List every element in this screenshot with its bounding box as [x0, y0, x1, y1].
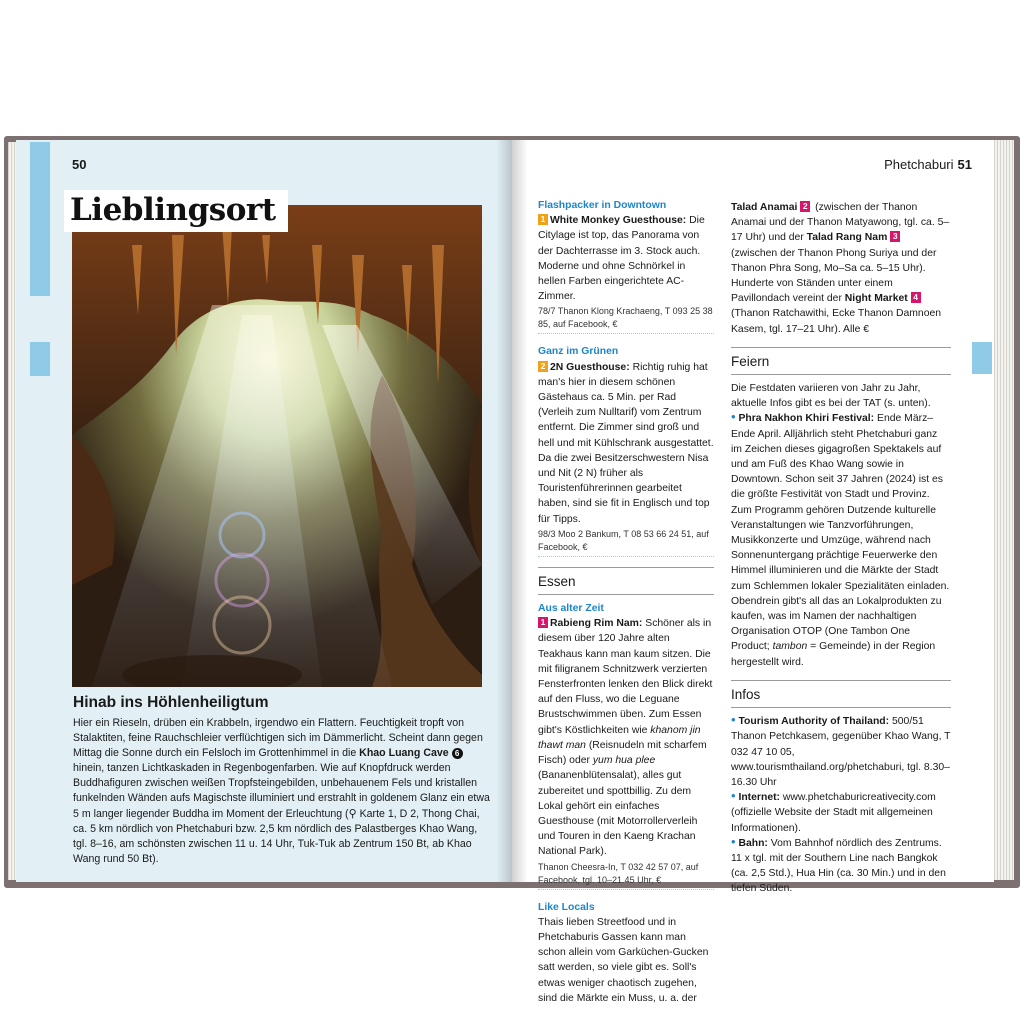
entry-text: Schöner als in diesem über 120 Jahre alten Teakhaus kann man kaum sitzen. Die mit filigranem Schnitzwerk verzierten Fensterfronten lenken den Blick direkt auf den Fluss, wo die Leguane Brustschwimmen üben. Zum Essen gibt's Köstlichkeiten wie [538, 618, 713, 736]
dish-name: khanom jin thawt man [538, 724, 701, 751]
map-number-badge: 6 [452, 748, 463, 759]
food-number-badge: 3 [890, 231, 900, 242]
market-name: Talad Rang Nam [806, 232, 888, 244]
info-entry [731, 790, 951, 836]
entry-like-locals [538, 900, 714, 1006]
running-head [884, 157, 972, 172]
info-name: Bahn: [738, 837, 768, 849]
festival-name: Phra Nakhon Khiri Festival: [738, 413, 875, 425]
section-heading-feiern: Feiern [731, 347, 951, 375]
page-edge-right [992, 140, 1014, 880]
entry-text: (zwischen der Thanon Anamai und der Thanon Matyawong, tgl. ca. 5–17 Uhr) und der [731, 202, 950, 244]
entry-category: Flashpacker in Downtown [538, 200, 667, 211]
info-name: Internet: [738, 792, 781, 804]
bullet-icon: • [731, 409, 736, 425]
bullet-icon: • [731, 833, 736, 849]
food-number-badge: 4 [911, 292, 921, 303]
cave-photo [72, 205, 482, 687]
entry-text: Die Citylage ist top, das Panorama von der Dachterrasse im 3. Stock auch. Moderne und ohne Schnörkel in hellen Farben eingerichtete AC-Zimmer. [538, 215, 705, 303]
entry-address: Thanon Cheesra-In, T 032 42 57 07, auf Facebook, tgl. 10–21.45 Uhr, € [538, 861, 714, 890]
festival-entry [731, 411, 951, 669]
thumb-tab-mid-left [30, 342, 50, 376]
feiern-intro: Die Festdaten variieren von Jahr zu Jahr, aktuelle Infos gibt es bei der TAT (s. unten). [731, 383, 931, 410]
entry-white-monkey [538, 198, 714, 334]
market-name: Night Market [844, 293, 908, 305]
entry-address: 78/7 Thanon Klong Krachaeng, T 093 25 38 85, auf Facebook, € [538, 305, 714, 334]
entry-text: = Gemeinde) in der Region hergestellt wird. [731, 641, 936, 668]
paragraph-text: Karte 1, D 2, Thong Chai, ca. 5 km nördlich von Phetchaburi bzw. 2,5 km nördlich des Palastberges Khao Wang, tgl. 8–16, am schönsten zwischen 11 u. 14 Uhr, Tuk-Tuk ab Zentrum 150 Bt, ab Khao Wang rund 50 Bt). [73, 807, 480, 865]
thumb-tab-top-left [30, 142, 50, 296]
entry-category: Like Locals [538, 901, 595, 913]
bullet-icon: • [731, 712, 736, 728]
left-body [73, 693, 493, 867]
entry-category: Aus alter Zeit [538, 603, 604, 615]
section-heading-infos: Infos [731, 680, 951, 708]
entry-name: 2N Guesthouse: [550, 361, 630, 373]
entry-text: 500/51 Thanon Petchkasem, gegenüber Khao Wang, T 032 47 10 05, www.tourismthailand.org/phetchaburi, tgl. 8.30–16.30 Uhr [731, 716, 951, 788]
paragraph-text: Hier ein Rieseln, drüben ein Krabbeln, irgendwo ein Flattern. Feuchtigkeit tropft von Stalaktiten, feine Rauchschleier verflüchtigen sich im Dämmerlicht. Scheint dann gegen Mittag die Sonne durch ein Felsloch im Grottenhimmel in die [73, 717, 483, 760]
entry-text: Ende März–Ende April. Alljährlich steht Phetchaburi ganz im Zeichen dieses gigagroßen Spektakels auf und am Fuß des Khao Wang sowie in Downtown. Schon seit 37 Jahren (2024) ist es die größte Festivität von Stadt und Provinz. Zum Programm gehören Dutzende kulturelle Veranstaltungen wie Tanzvorführungen, Musikkonzerte und Umzüge, während nach Sonnenuntergang prächtige Feuerwerke den Himmel illuminieren und die Märkte der Stadt zum Schlemmen lokaler Spezialitäten einladen. Obendrein gibt's all das an Lokalprodukten zu kaufen, was im Namen der nachhaltigen Organisation OTOP (One Tambon One Product; [731, 413, 950, 653]
right-column-2 [731, 200, 951, 897]
left-paragraph [73, 716, 493, 867]
page-number-left: 50 [72, 157, 87, 172]
running-head-title: Phetchaburi [884, 157, 954, 172]
entry-category: Ganz im Grünen [538, 346, 619, 358]
entry-text: Vom Bahnhof nördlich des Zentrums. 11 x tgl. mit der Southern Line nach Bangkok (ca. 2,5 Std.), Hua Hin (ca. 30 Min.) und in den tiefen Süden. [731, 837, 946, 895]
cave-image [72, 205, 482, 687]
entry-text: (Bananenblütensalat), alles gut zubereitet und spottbillig. Zu dem Lokal gehört ein einfaches Guesthouse (mit Motorrollerverleih und Touren in den Kaeng Krachan National Park). [538, 770, 698, 858]
term: tambon [772, 641, 808, 653]
entry-text: Richtig ruhig hat man's hier in diesem schönen Gästehaus ca. 5 Min. per Rad (Verleih zum Nulltarif) vom Zentrum entfernt. Die Zimmer sind groß und hell und mit Kühlschrank ausgestattet. Da die zwei Besitzerschwestern Nisa und Nit (2 N) früher als Touristenführerinnen gearbeitet haben, sind sie fit in Englisch und top für Tipps. [538, 361, 714, 525]
food-number-badge: 2 [800, 201, 810, 212]
food-number-badge: 1 [538, 617, 548, 628]
entry-text: (Reisnudeln mit scharfem Fisch) oder [538, 739, 707, 767]
section-subtitle: Hinab ins Höhlenheiligtum [73, 694, 269, 711]
page-heading: Lieblingsort [64, 190, 288, 232]
market-name: Talad Anamai [731, 202, 798, 213]
info-name: Tourism Authority of Thailand: [738, 716, 890, 728]
info-entry [731, 714, 951, 790]
dish-name: yum hua plee [592, 755, 656, 767]
right-column-1 [538, 198, 714, 1006]
markets-paragraph [731, 200, 951, 337]
page-number-right: 51 [957, 157, 972, 172]
paragraph-text: hinein, tanzen Lichtkaskaden in Regenbogenfarben. Wie auf Knopfdruck werden Buddhafiguren zwischen weißen Tropfsteingebilden, unbehauenem Fels und kristallen funkelnden Wänden aufs Magischste illuminiert und erstrahlt in goldenem Glanz ein etwa 5 m langer liegender Buddha im Moment der Erleuchtung ( [73, 762, 490, 820]
entry-rabieng-rim-nam [538, 601, 714, 889]
entry-text: www.phetchaburicreativecity.com (offizielle Website der Stadt mit allgemeinen Informationen). [731, 792, 936, 834]
map-pin-icon: ⚲ [348, 807, 357, 820]
thumb-tab-right [972, 342, 992, 374]
info-entry [731, 833, 951, 897]
entry-address: 98/3 Moo 2 Bankum, T 08 53 66 24 51, auf Facebook, € [538, 528, 714, 557]
entry-name: Rabieng Rim Nam: [550, 618, 643, 630]
entry-name: White Monkey Guesthouse: [550, 215, 687, 227]
book-gutter [496, 140, 528, 882]
bullet-icon: • [731, 788, 736, 804]
entry-2n-guesthouse [538, 344, 714, 556]
entry-text: (Thanon Ratchawithi, Ecke Thanon Damnoen Kasem, tgl. 17–21 Uhr). Alle € [731, 308, 942, 335]
place-name: Khao Luang Cave [359, 747, 449, 760]
sleep-number-badge: 1 [538, 214, 548, 225]
section-heading-essen: Essen [538, 567, 714, 595]
entry-text: (zwischen der Thanon Phong Suriya und der Thanon Phra Song, Mo–Sa ca. 5–15 Uhr). Hunderte von Ständen unter einem Pavillondach vereint der [731, 247, 937, 305]
entry-text: Thais lieben Streetfood und in Phetchaburis Gassen kann man schon allein vom Garküchen-Gucken satt werden, so viele gibt es. Soll's etwas weniger chaotisch zugehen, sind die Märkte ein Muss, u. a. der [538, 916, 709, 1004]
sleep-number-badge: 2 [538, 361, 548, 372]
